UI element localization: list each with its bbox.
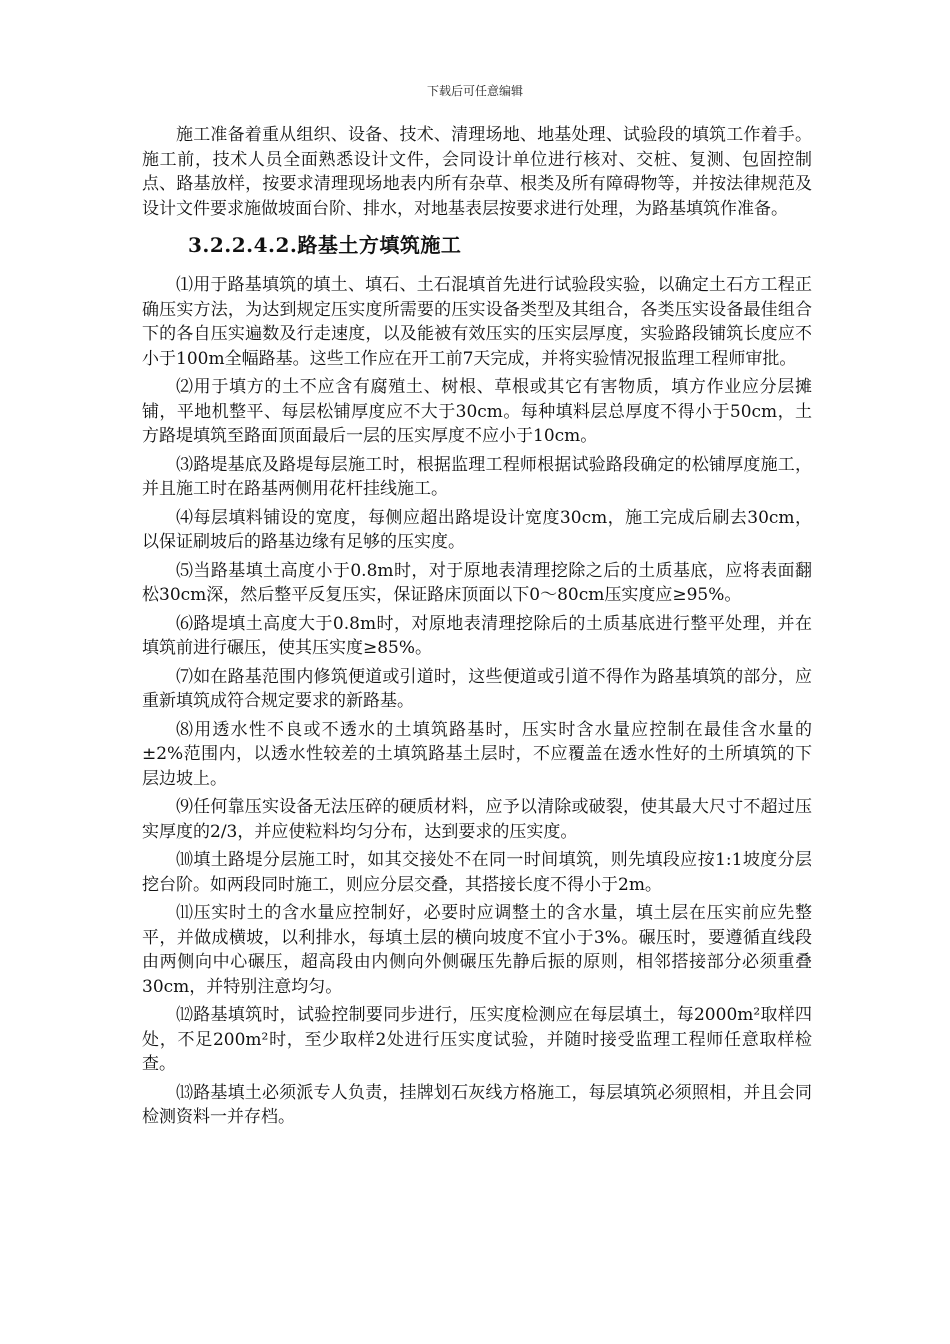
list-item-4: ⑷每层填料铺设的宽度，每侧应超出路堤设计宽度30cm，施工完成后刷去30cm，以保证刷坡后的路基边缘有足够的压实度。 [142, 507, 812, 552]
list-item-12: ⑿路基填筑时，试验控制要同步进行，压实度检测应在每层填土，每2000m²取样四处，不足200m²时，至少取样2处进行压实度试验，并随时接受监理工程师任意取样检查。 [142, 1005, 812, 1074]
list-item-3: ⑶路堤基底及路堤每层施工时，根据监理工程师根据试验路段确定的松铺厚度施工，并且施工时在路基两侧用花杆挂线施工。 [142, 454, 812, 499]
list-item-5: ⑸当路基填土高度小于0.8m时，对于原地表清理挖除之后的土质基底，应将表面翻松30cm深，然后整平反复压实，保证路床顶面以下0～80cm压实度应≥95%。 [142, 560, 812, 605]
section-heading: 3.2.2.4.2.路基土方填筑施工 [188, 233, 462, 257]
list-item-9: ⑼任何靠压实设备无法压碎的硬质材料，应予以清除或破裂，使其最大尺寸不超过压实厚度的2/3，并应使粒料均匀分布，达到要求的压实度。 [142, 797, 812, 842]
list-item-6: ⑹路堤填土高度大于0.8m时，对原地表清理挖除后的土质基底进行整平处理，并在填筑前进行碾压，使其压实度≥85%。 [142, 613, 812, 658]
list-item-7: ⑺如在路基范围内修筑便道或引道时，这些便道或引道不得作为路基填筑的部分，应重新填筑成符合规定要求的新路基。 [142, 666, 812, 711]
list-item-11: ⑾压实时土的含水量应控制好，必要时应调整土的含水量，填土层在压实前应先整平，并做成横坡，以利排水，每填土层的横向坡度不宜小于3%。碾压时，要遵循直线段由两侧向中心碾压，超高段由内侧向外侧碾压先静后振的原则，相邻搭接部分必须重叠30cm，并特别注意均匀。 [142, 903, 812, 997]
intro-paragraph: 施工准备着重从组织、设备、技术、清理场地、地基处理、试验段的填筑工作着手。施工前，技术人员全面熟悉设计文件，会同设计单位进行核对、交桩、复测、包固控制点、路基放样，按要求清理现场地表内所有杂草、根类及所有障碍物等，并按法律规范及设计文件要求施做坡面台阶、排水，对地基表层按要求进行处理，为路基填筑作准备。 [142, 125, 812, 219]
list-item-8: ⑻用透水性不良或不透水的土填筑路基时，压实时含水量应控制在最佳含水量的±2%范围内，以透水性较差的土填筑路基土层时，不应覆盖在透水性好的土所填筑的下层边坡上。 [142, 719, 812, 789]
document-body [142, 123, 812, 1134]
page-header: 下载后可任意编辑 [426, 84, 523, 98]
list-item-1: ⑴用于路基填筑的填土、填石、土石混填首先进行试验段实验，以确定土石方工程正确压实方法，为达到规定压实度所需要的压实设备类型及其组合，各类压实设备最佳组合下的各自压实遍数及行走速度，以及能被有效压实的压实层厚度，实验路段铺筑长度应不小于100m全幅路基。这些工作应在开工前7天完成，并将实验情况报监理工程师审批。 [142, 275, 812, 369]
list-item-10: ⑽填土路堤分层施工时，如其交接处不在同一时间填筑，则先填段应按1:1坡度分层挖台阶。如两段同时施工，则应分层交叠，其搭接长度不得小于2m。 [142, 850, 812, 895]
list-item-2: ⑵用于填方的土不应含有腐殖土、树根、草根或其它有害物质，填方作业应分层摊铺，平地机整平、每层松铺厚度应不大于30cm。每种填料层总厚度不得小于50cm，土方路堤填筑至路面顶面最后一层的压实厚度不应小于10cm。 [142, 377, 812, 446]
list-item-13: ⒀路基填土必须派专人负责，挂牌划石灰线方格施工，每层填筑必须照相，并且会同检测资料一并存档。 [142, 1082, 812, 1127]
